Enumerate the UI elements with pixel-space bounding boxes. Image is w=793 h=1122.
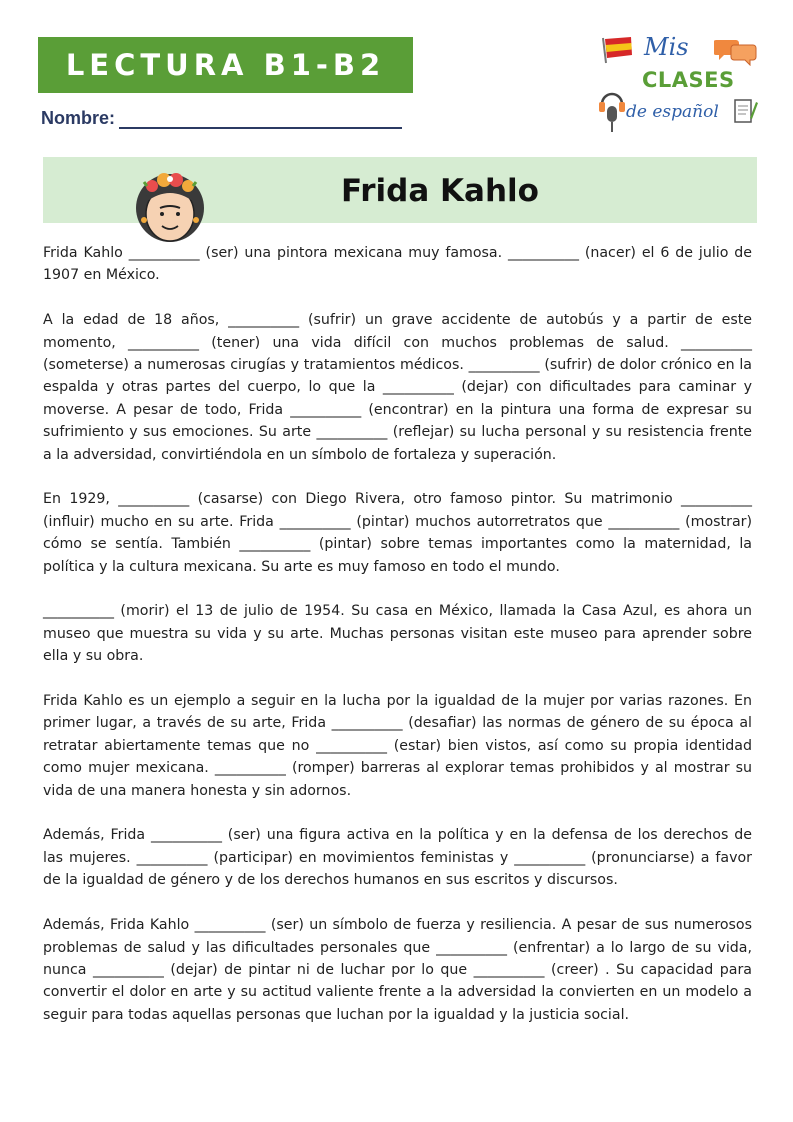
logo-text-clases: CLASES: [642, 68, 735, 92]
microphone-headphones-icon: [598, 88, 626, 134]
paragraph: Frida Kahlo __________ (ser) una pintora mexicana muy famosa. __________ (nacer) el 6 de julio de 1907 en México.: [43, 245, 752, 284]
notebook-pencil-icon: [732, 96, 758, 126]
reading-text: [43, 242, 752, 1026]
paragraph: Frida Kahlo es un ejemplo a seguir en la lucha por la igualdad de la mujer por varias razones. En primer lugar, a través de su arte, Frida __________ (desafiar) las normas de género de su época al retratar abiertamente temas que no __________ (estar) bien vistos, así como su propia identidad como mujer mexicana. __________ (romper) barreras al explorar temas prohibidos y al mostrar su vida de una manera honesta y sin adornos.: [43, 693, 752, 799]
page-title: Frida Kahlo: [341, 173, 539, 209]
paragraph: A la edad de 18 años, __________ (sufrir) un grave accidente de autobús y a partir de este momento, __________ (tener) una vida difícil con muchos problemas de salud. __________ (someterse) a numerosas cirugías y tratamientos médicos. __________ (sufrir) de dolor crónico en la espalda y otras partes del cuerpo, lo que la __________ (dejar) con dificultades para caminar y moverse. A pesar de todo, Frida __________ (encontrar) en la pintura una forma de expresar su sufrimiento y sus emociones. Su arte __________ (reflejar) su lucha personal y su resistencia frente a la adversidad, convirtiéndola en un símbolo de fortaleza y superación.: [43, 312, 752, 463]
name-blank-line: [119, 111, 402, 129]
site-logo: [596, 30, 762, 142]
logo-text-de-espanol: de español: [626, 102, 719, 122]
logo-text-mis: Mis: [644, 33, 689, 61]
paragraph: En 1929, __________ (casarse) con Diego Rivera, otro famoso pintor. Su matrimonio __________ (influir) mucho en su arte. Frida __________ (pintar) muchos autorretratos que __________ (mostrar) cómo se sentía. También __________ (pintar) sobre temas importantes como la maternidad, la política y la cultura mexicana. Su arte es muy famoso en todo el mundo.: [43, 491, 752, 575]
name-field-row: [41, 108, 402, 129]
frida-kahlo-portrait-icon: [130, 162, 210, 246]
spain-flag-icon: [600, 36, 634, 64]
speech-bubbles-icon: [714, 36, 758, 66]
paragraph: __________ (morir) el 13 de julio de 1954. Su casa en México, llamada la Casa Azul, es ahora un museo que muestra su vida y su arte. Muchas personas visitan este museo para aprender sobre ella y su obra.: [43, 603, 752, 665]
name-label: Nombre:: [41, 108, 116, 128]
paragraph: Además, Frida Kahlo __________ (ser) un símbolo de fuerza y resiliencia. A pesar de sus numerosos problemas de salud y las dificultades personales que __________ (enfrentar) a lo largo de su vida, nunca __________ (dejar) de pintar ni de luchar por lo que __________ (creer) . Su capacidad para convertir el dolor en arte y su actitud valiente frente a la adversidad la convierten en un modelo a seguir para todas aquellas personas que luchan por la igualdad y la justicia social.: [43, 917, 752, 1023]
paragraph: Además, Frida __________ (ser) una figura activa en la política y en la defensa de los derechos de las mujeres. __________ (participar) en movimientos feministas y __________ (pronunciarse) a favor de la igualdad de género y de los derechos humanos en sus escritos y discursos.: [43, 827, 752, 889]
worksheet-level-badge: LECTURA B1-B2: [38, 37, 413, 93]
